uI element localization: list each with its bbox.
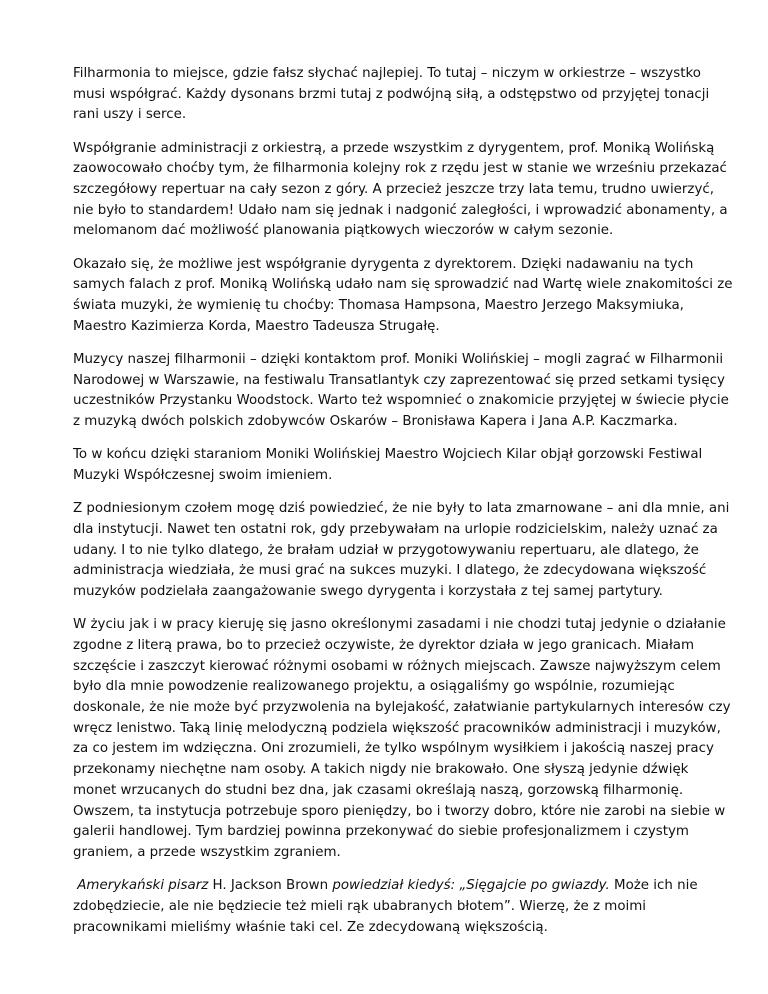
paragraph-3: Okazało się, że możliwe jest współgranie dyrygenta z dyrektorem. Dzięki nadawaniu na tych samych falach z prof. Moniką Wolińską udało nam się sprowadzić nad Wartę wiele znakomitości ze świata muzyki, że wymienię tu choćby: Thomasa Hampsona, Maestro Jerzego Maksymiuka, Maestro Kazimierza Korda, Maestro Tadeusza Strugałę. <box>73 256 733 334</box>
quote-text: powiedział kiedyś: „Sięgajcie po gwiazdy. <box>332 878 610 894</box>
paragraph-2: Współgranie administracji z orkiestrą, a przede wszystkim z dyrygentem, prof. Moniką Wolińską zaowocowało choćby tym, że filharmonia kolejny rok z rzędu jest w stanie we wrześniu przekazać szczegółowy repertuar na cały sezon z góry. A przecież jeszcze trzy lata temu, trudno uwierzyć, nie było to standardem! Udało nam się jednak i nadgonić zaległości, i wprowadzić abonamenty, a melomanom dać możliwość planowania piątkowych wieczorów w całym sezonie. <box>73 140 728 239</box>
paragraph-8 <box>73 876 733 938</box>
quote-intro: Amerykański pisarz <box>77 878 209 894</box>
paragraph-8-rest: Może ich nie zdobędziecie, ale nie będziecie też mieli rąk ubabranych błotem”. Wierzę, że z moimi pracownikami mieliśmy właśnie taki cel. Ze zdecydowaną większością. <box>73 878 698 935</box>
document-body <box>73 64 733 951</box>
paragraph-4: Muzycy naszej filharmonii – dzięki kontaktom prof. Moniki Wolińskiej – mogli zagrać w Filharmonii Narodowej w Warszawie, na festiwalu Transatlantyk czy zaprezentować się przed setkami tysięcy uczestników Przystanku Woodstock. Warto też wspomnieć o znakomicie przyjętej w świecie płycie z muzyką dwóch polskich zdobywców Oskarów – Bronisława Kapera i Jana A.P. Kaczmarka. <box>73 351 729 430</box>
paragraph-7: W życiu jak i w pracy kieruję się jasno określonymi zasadami i nie chodzi tutaj jedynie o działanie zgodne z literą prawa, bo to przecież oczywiste, że dyrektor działa w jego granicach. Miałam szczęście i zaszczyt kierować różnymi osobami w różnych miejscach. Zawsze najwyższym celem było dla mnie powodzenie realizowanego projektu, a osiągaliśmy go wspólnie, rozumiejąc doskonale, że nie może być przyzwolenia na bylejakość, załatwianie partykularnych interesów czy wręcz lenistwo. Taką linię melodyczną podziela większość pracowników administracji i muzyków, za co jestem im wdzięczna. Oni zrozumieli, że tylko wspólnym wysiłkiem i jakością naszej pracy przekonamy niechętne nam osoby. A takich nigdy nie brakowało. One słyszą jedynie dźwięk monet wrzucanych do studni bez dna, jak czasami określają naszą, gorzowską filharmonię. Owszem, ta instytucja potrzebuje sporo pieniędzy, bo i tworzy dobro, które nie zarobi na siebie w galerii handlowej. Tym bardziej powinna przekonywać do siebie profesjonalizmem i czystym graniem, a przede wszystkim zgraniem. <box>73 617 731 860</box>
paragraph-5: To w końcu dzięki staraniom Moniki Wolińskiej Maestro Wojciech Kilar objął gorzowski Festiwal Muzyki Współczesnej swoim imieniem. <box>73 447 703 483</box>
paragraph-1: Filharmonia to miejsce, gdzie fałsz słychać najlepiej. To tutaj – niczym w orkiestrze – wszystko musi współgrać. Każdy dysonans brzmi tutaj z podwójną siłą, a odstępstwo od przyjętej tonacji rani uszy i serce. <box>73 66 710 123</box>
quote-author: H. Jackson Brown <box>212 878 329 894</box>
paragraph-6: Z podniesionym czołem mogę dziś powiedzieć, że nie były to lata zmarnowane – ani dla mnie, ani dla instytucji. Nawet ten ostatni rok, gdy przebywałam na urlopie rodzicielskim, należy uznać za udany. I to nie tylko dlatego, że brałam udział w przygotowywaniu repertuaru, ale dlatego, że administracja wiedziała, że musi grać na sukces muzyki. I dlatego, że zdecydowana większość muzyków podzielała zaangażowanie swego dyrygenta i korzystała z tej samej partytury. <box>73 501 730 599</box>
